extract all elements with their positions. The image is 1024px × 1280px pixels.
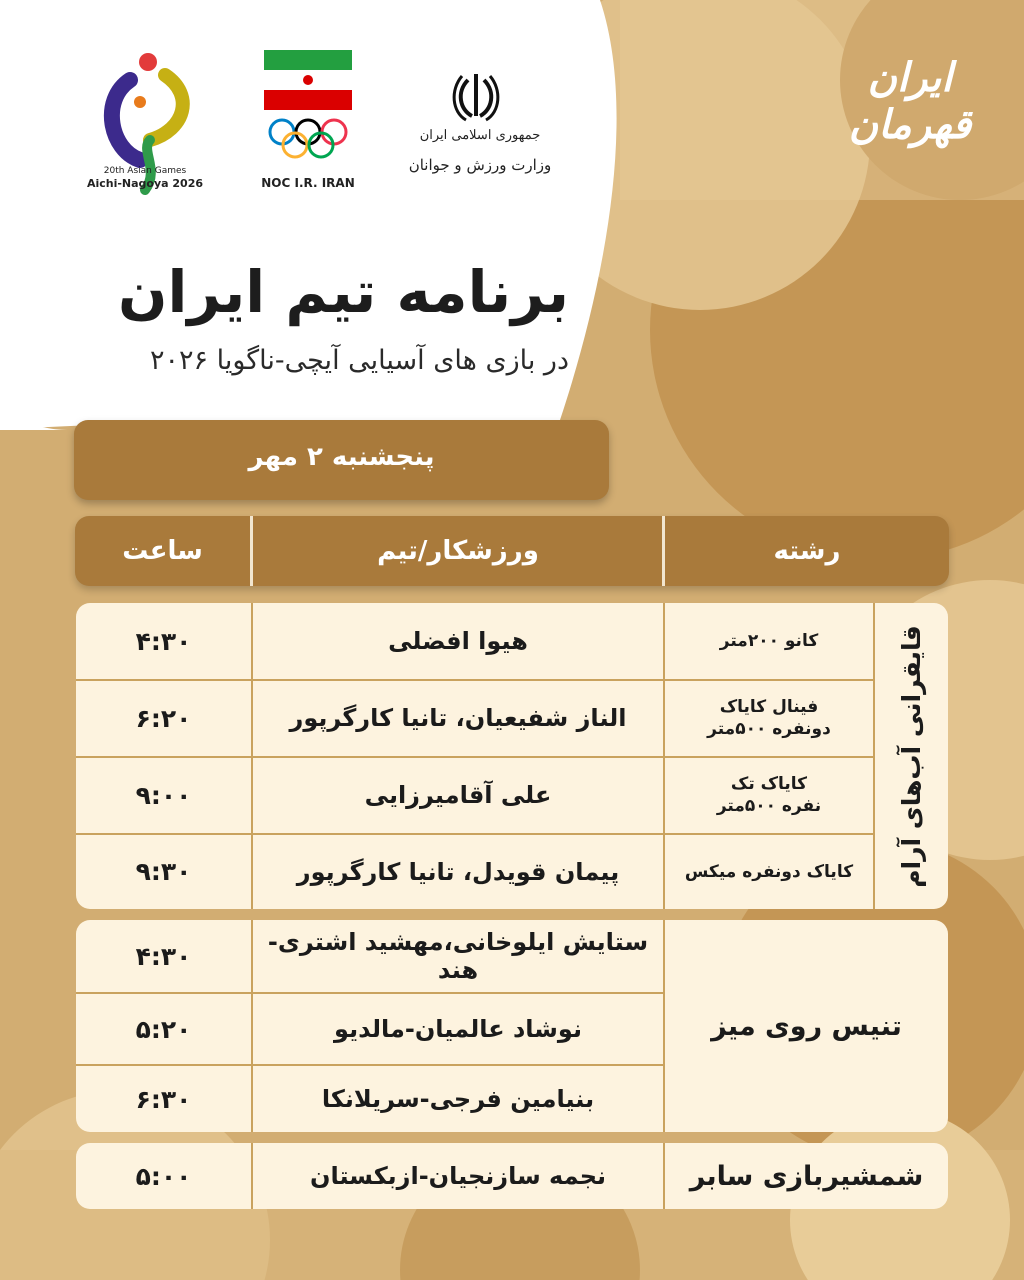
athlete-cell: نوشاد عالمیان-مالدیو [334, 1015, 582, 1043]
time-cell: ۵:۲۰ [135, 1014, 192, 1044]
table-row [76, 757, 948, 833]
time-cell: ۹:۳۰ [135, 857, 192, 886]
day-label: پنجشنبه ۲ مهر [248, 442, 435, 472]
ministry-line2: وزارت ورزش و جوانان [408, 156, 552, 174]
time-cell: ۴:۳۰ [135, 941, 192, 971]
page-title: برنامه تیم ایران [118, 258, 569, 326]
asian-games-line1: 20th Asian Games [103, 166, 187, 176]
time-cell: ۶:۳۰ [135, 1084, 192, 1114]
athlete-cell: هیوا افضلی [388, 627, 528, 655]
time-cell: ۵:۰۰ [135, 1161, 192, 1191]
discipline-cell: کایاک تک نفره ۵۰۰متر [716, 774, 822, 816]
table-header [75, 516, 949, 586]
athlete-cell: علی آقامیرزایی [364, 781, 552, 809]
table-row [76, 834, 948, 909]
day-banner [74, 420, 609, 500]
athlete-cell: پیمان قویدل، تانیا کارگرپور [296, 857, 620, 886]
discipline-cell: فینال کایاک دونفره ۵۰۰متر [707, 697, 831, 739]
ministry-line1: جمهوری اسلامی ایران [419, 128, 541, 143]
sport-label: تنیس روی میز [711, 1010, 902, 1042]
time-cell: ۴:۳۰ [135, 626, 192, 656]
canoe-sprint-block [76, 603, 948, 909]
athlete-cell: الناز شفیعیان، تانیا کارگرپور [289, 704, 627, 732]
noc-label: NOC I.R. IRAN [261, 176, 355, 190]
athlete-cell: ستایش ایلوخانی،مهشید اشتری- هند [267, 928, 649, 984]
table-tennis-block [76, 920, 948, 1132]
header-time: ساعت [122, 536, 203, 566]
header-discipline: رشته [773, 536, 841, 566]
table-row [76, 680, 948, 756]
athlete-cell: بنیامین فرجی-سریلانکا [321, 1085, 595, 1113]
iran-emblem-icon [450, 70, 502, 122]
asian-games-line2: Aichi-Nagoya 2026 [86, 177, 204, 190]
time-cell: ۹:۰۰ [135, 780, 192, 810]
sport-label-vertical [875, 603, 948, 909]
sport-label-text: قایقرانی آب‌های آرام [897, 624, 926, 888]
brand-logo: ایران قهرمان [848, 54, 972, 148]
header-athlete: ورزشکار/تیم [377, 536, 539, 566]
page-subtitle: در بازی های آسیایی آیچی-ناگویا ۲۰۲۶ [150, 345, 569, 376]
fencing-block [76, 1143, 948, 1209]
table-row [76, 603, 948, 679]
noc-iran-logo [262, 48, 354, 178]
asian-games-logo [90, 40, 210, 200]
discipline-cell: کایاک دونفره میکس [684, 861, 854, 882]
athlete-cell: نجمه سازنجیان-ازبکستان [309, 1162, 607, 1190]
sport-label: شمشیربازی سابر [689, 1160, 924, 1192]
discipline-cell: کانو ۲۰۰متر [719, 631, 819, 651]
time-cell: ۶:۲۰ [135, 703, 192, 733]
